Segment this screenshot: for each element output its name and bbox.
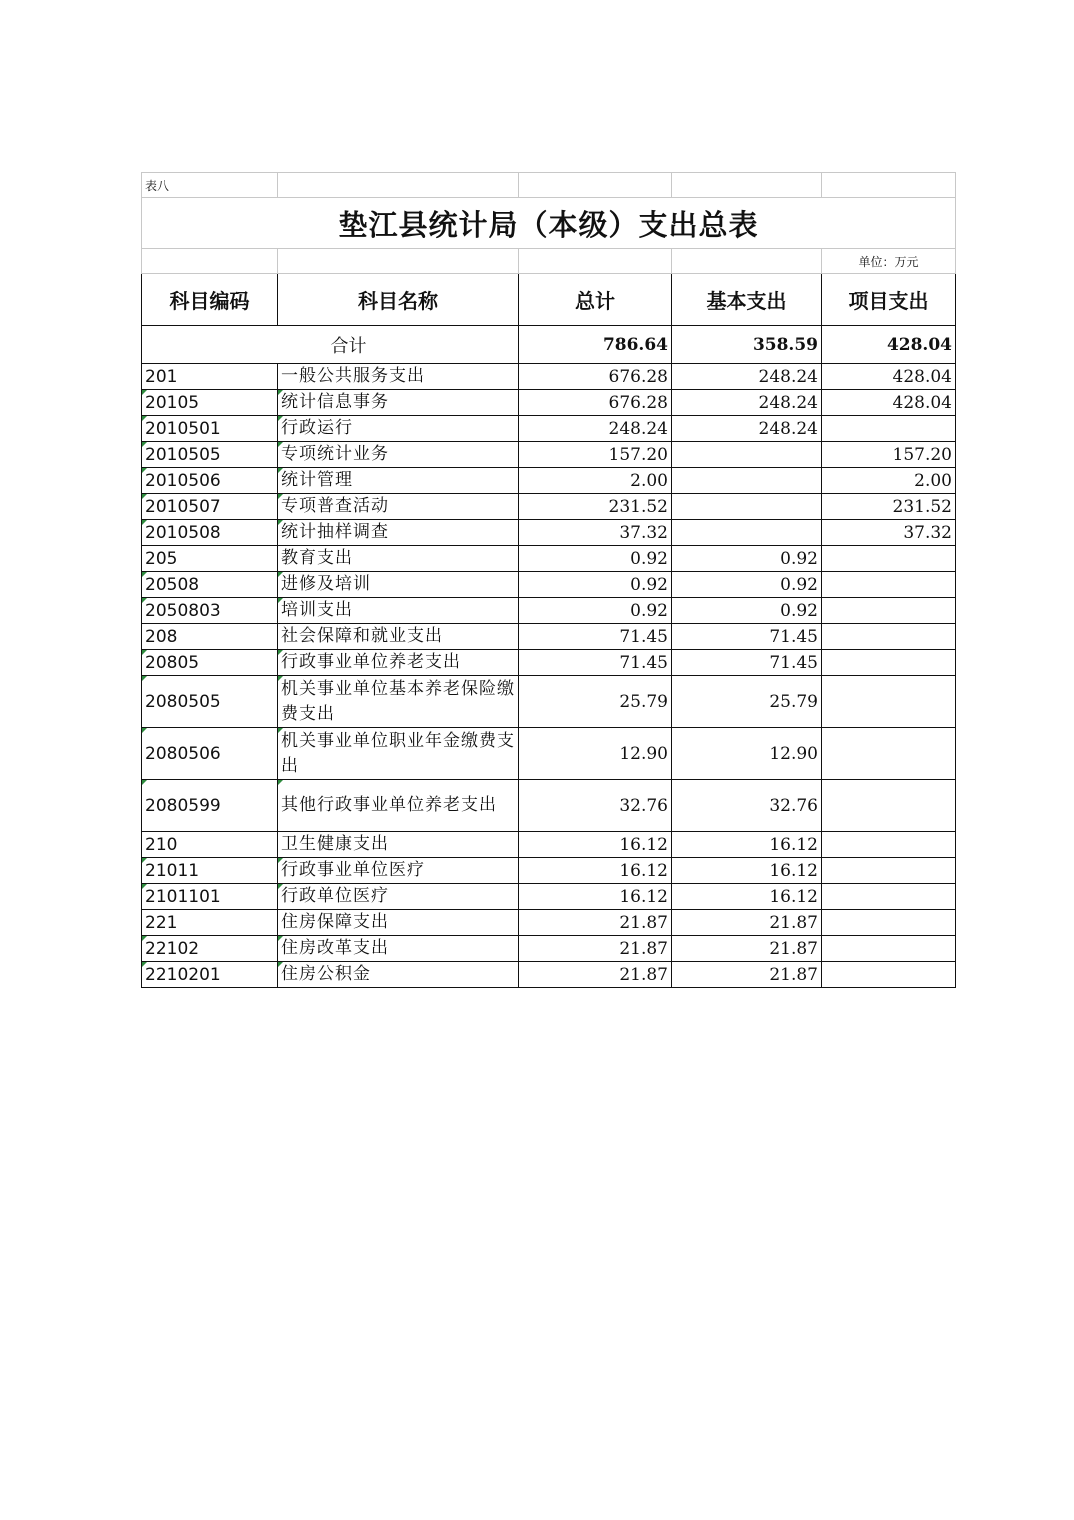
row-name (278, 884, 519, 910)
table-row (142, 884, 956, 910)
row-basic: 248.24 (672, 390, 822, 416)
cell-marker-icon (142, 884, 147, 889)
row-project: 2.00 (822, 468, 956, 494)
table-row (142, 858, 956, 884)
title-row (142, 198, 956, 249)
cell-marker-icon (142, 858, 147, 863)
row-basic (672, 442, 822, 468)
row-name-text: 进修及培训 (281, 574, 371, 594)
row-basic: 71.45 (672, 624, 822, 650)
row-project: 231.52 (822, 494, 956, 520)
row-name-text: 专项普查活动 (281, 496, 389, 516)
row-project (822, 650, 956, 676)
row-code (142, 390, 278, 416)
row-total: 21.87 (519, 936, 672, 962)
table-row (142, 962, 956, 988)
row-code (142, 364, 278, 390)
row-code-text: 210 (145, 834, 178, 855)
row-code-text: 2101101 (145, 886, 221, 907)
row-code (142, 962, 278, 988)
row-name-text: 住房公积金 (281, 964, 371, 984)
row-name-text: 住房保障支出 (281, 912, 389, 932)
header-total: 总计 (519, 274, 672, 326)
row-name-text: 机关事业单位基本养老保险缴费支出 (281, 678, 515, 724)
row-name-text: 其他行政事业单位养老支出 (281, 795, 497, 815)
table-row (142, 910, 956, 936)
row-code (142, 936, 278, 962)
table-row (142, 728, 956, 780)
row-code (142, 780, 278, 832)
row-name-text: 行政运行 (281, 418, 353, 438)
row-code (142, 520, 278, 546)
row-code-text: 205 (145, 548, 178, 569)
row-name (278, 910, 519, 936)
unit-row (142, 249, 956, 274)
row-code (142, 468, 278, 494)
table-row (142, 520, 956, 546)
row-project (822, 624, 956, 650)
cell-marker-icon (278, 650, 283, 655)
cell-marker-icon (142, 416, 147, 421)
row-name-text: 专项统计业务 (281, 444, 389, 464)
cell-marker-icon (142, 650, 147, 655)
row-name (278, 624, 519, 650)
row-name (278, 520, 519, 546)
row-basic: 0.92 (672, 572, 822, 598)
table-row (142, 364, 956, 390)
row-basic: 21.87 (672, 962, 822, 988)
row-project: 428.04 (822, 390, 956, 416)
cell-marker-icon (278, 962, 283, 967)
row-basic: 21.87 (672, 910, 822, 936)
cell-marker-icon (278, 728, 283, 733)
table-number-row (142, 173, 956, 198)
total-project: 428.04 (822, 326, 956, 364)
row-basic: 16.12 (672, 884, 822, 910)
table-row (142, 650, 956, 676)
row-name (278, 650, 519, 676)
cell-marker-icon (142, 520, 147, 525)
cell-marker-icon (142, 676, 147, 681)
row-code (142, 884, 278, 910)
row-basic: 12.90 (672, 728, 822, 780)
row-total: 676.28 (519, 390, 672, 416)
row-basic: 0.92 (672, 546, 822, 572)
row-total: 0.92 (519, 572, 672, 598)
row-name (278, 546, 519, 572)
row-code (142, 676, 278, 728)
row-name (278, 832, 519, 858)
row-name-text: 社会保障和就业支出 (281, 626, 443, 646)
table-row (142, 442, 956, 468)
total-row (142, 326, 956, 364)
row-project (822, 598, 956, 624)
row-code (142, 442, 278, 468)
row-name (278, 936, 519, 962)
row-project (822, 676, 956, 728)
row-basic: 16.12 (672, 858, 822, 884)
table-row (142, 598, 956, 624)
row-code (142, 416, 278, 442)
row-project (822, 416, 956, 442)
table-title: 垫江县统计局（本级）支出总表 (142, 198, 956, 249)
row-code-text: 2080599 (145, 795, 221, 816)
row-code-text: 2010507 (145, 496, 221, 517)
cell-marker-icon (142, 962, 147, 967)
row-project: 428.04 (822, 364, 956, 390)
row-code (142, 832, 278, 858)
table-row (142, 390, 956, 416)
cell-marker-icon (142, 728, 147, 733)
row-name (278, 494, 519, 520)
row-total: 157.20 (519, 442, 672, 468)
row-total: 12.90 (519, 728, 672, 780)
row-name (278, 728, 519, 780)
row-project (822, 728, 956, 780)
cell-marker-icon (278, 936, 283, 941)
row-name (278, 468, 519, 494)
total-basic: 358.59 (672, 326, 822, 364)
row-basic (672, 468, 822, 494)
row-total: 21.87 (519, 910, 672, 936)
row-code (142, 858, 278, 884)
row-basic (672, 494, 822, 520)
table-row (142, 468, 956, 494)
cell-marker-icon (278, 858, 283, 863)
row-project (822, 962, 956, 988)
table-row (142, 546, 956, 572)
row-name-text: 教育支出 (281, 548, 353, 568)
row-total: 71.45 (519, 624, 672, 650)
cell-marker-icon (142, 780, 147, 785)
row-basic: 25.79 (672, 676, 822, 728)
row-code-text: 208 (145, 626, 178, 647)
row-total: 2.00 (519, 468, 672, 494)
expenditure-table (141, 172, 956, 988)
row-total: 0.92 (519, 598, 672, 624)
row-name (278, 442, 519, 468)
cell-marker-icon (142, 598, 147, 603)
header-basic: 基本支出 (672, 274, 822, 326)
row-project (822, 546, 956, 572)
row-name (278, 858, 519, 884)
row-basic: 71.45 (672, 650, 822, 676)
row-name-text: 培训支出 (281, 600, 353, 620)
header-project: 项目支出 (822, 274, 956, 326)
row-project (822, 572, 956, 598)
cell-marker-icon (278, 416, 283, 421)
row-total: 16.12 (519, 858, 672, 884)
row-code (142, 624, 278, 650)
cell-marker-icon (278, 598, 283, 603)
table-row (142, 676, 956, 728)
row-name (278, 962, 519, 988)
row-code-text: 2010508 (145, 522, 221, 543)
row-basic (672, 520, 822, 546)
row-name (278, 416, 519, 442)
row-project (822, 858, 956, 884)
table-row (142, 832, 956, 858)
row-name-text: 统计管理 (281, 470, 353, 490)
row-total: 25.79 (519, 676, 672, 728)
row-code-text: 201 (145, 366, 178, 387)
row-project (822, 884, 956, 910)
row-code (142, 598, 278, 624)
cell-marker-icon (142, 936, 147, 941)
row-name-text: 统计信息事务 (281, 392, 389, 412)
row-code (142, 494, 278, 520)
cell-marker-icon (278, 442, 283, 447)
row-total: 231.52 (519, 494, 672, 520)
row-basic: 248.24 (672, 364, 822, 390)
row-code-text: 2080505 (145, 691, 221, 712)
row-name (278, 676, 519, 728)
row-name-text: 住房改革支出 (281, 938, 389, 958)
row-name (278, 364, 519, 390)
row-total: 676.28 (519, 364, 672, 390)
row-total: 0.92 (519, 546, 672, 572)
row-name-text: 行政单位医疗 (281, 886, 389, 906)
row-code (142, 650, 278, 676)
cell-marker-icon (278, 468, 283, 473)
row-project: 157.20 (822, 442, 956, 468)
cell-marker-icon (278, 494, 283, 499)
row-basic: 21.87 (672, 936, 822, 962)
row-total: 248.24 (519, 416, 672, 442)
table-row (142, 780, 956, 832)
table-row (142, 494, 956, 520)
row-basic: 0.92 (672, 598, 822, 624)
row-total: 16.12 (519, 884, 672, 910)
header-code: 科目编码 (142, 274, 278, 326)
table-row (142, 624, 956, 650)
row-code-text: 20805 (145, 652, 200, 673)
row-name (278, 390, 519, 416)
row-name-text: 行政事业单位养老支出 (281, 652, 461, 672)
cell-marker-icon (142, 442, 147, 447)
row-project: 37.32 (822, 520, 956, 546)
row-name-text: 机关事业单位职业年金缴费支出 (281, 730, 515, 776)
cell-marker-icon (142, 572, 147, 577)
row-name (278, 572, 519, 598)
row-code-text: 2050803 (145, 600, 221, 621)
table-number: 表八 (142, 173, 278, 198)
table-row (142, 416, 956, 442)
cell-marker-icon (278, 884, 283, 889)
row-project (822, 910, 956, 936)
row-code-text: 2080506 (145, 743, 221, 764)
cell-marker-icon (142, 494, 147, 499)
row-code-text: 20105 (145, 392, 200, 413)
row-total: 71.45 (519, 650, 672, 676)
cell-marker-icon (278, 572, 283, 577)
row-total: 16.12 (519, 832, 672, 858)
row-name-text: 卫生健康支出 (281, 834, 389, 854)
row-code (142, 728, 278, 780)
header-row (142, 274, 956, 326)
row-code-text: 2010505 (145, 444, 221, 465)
row-name (278, 598, 519, 624)
total-label: 合计 (142, 326, 519, 364)
table-row (142, 936, 956, 962)
row-project (822, 780, 956, 832)
row-code-text: 2210201 (145, 964, 221, 985)
row-total: 32.76 (519, 780, 672, 832)
row-code-text: 2010506 (145, 470, 221, 491)
row-basic: 32.76 (672, 780, 822, 832)
row-code-text: 22102 (145, 938, 200, 959)
cell-marker-icon (142, 390, 147, 395)
row-basic: 248.24 (672, 416, 822, 442)
row-code-text: 221 (145, 912, 178, 933)
cell-marker-icon (278, 780, 283, 785)
row-code-text: 20508 (145, 574, 200, 595)
row-project (822, 936, 956, 962)
row-name-text: 行政事业单位医疗 (281, 860, 425, 880)
row-name-text: 一般公共服务支出 (281, 366, 425, 386)
cell-marker-icon (278, 390, 283, 395)
cell-marker-icon (142, 468, 147, 473)
row-total: 21.87 (519, 962, 672, 988)
row-basic: 16.12 (672, 832, 822, 858)
total-total: 786.64 (519, 326, 672, 364)
row-code-text: 2010501 (145, 418, 221, 439)
row-project (822, 832, 956, 858)
row-code-text: 21011 (145, 860, 200, 881)
cell-marker-icon (278, 520, 283, 525)
row-name-text: 统计抽样调查 (281, 522, 389, 542)
row-name (278, 780, 519, 832)
row-total: 37.32 (519, 520, 672, 546)
table-row (142, 572, 956, 598)
row-code (142, 572, 278, 598)
cell-marker-icon (278, 676, 283, 681)
header-name: 科目名称 (278, 274, 519, 326)
row-code (142, 910, 278, 936)
row-code (142, 546, 278, 572)
unit-label: 单位：万元 (822, 249, 956, 274)
